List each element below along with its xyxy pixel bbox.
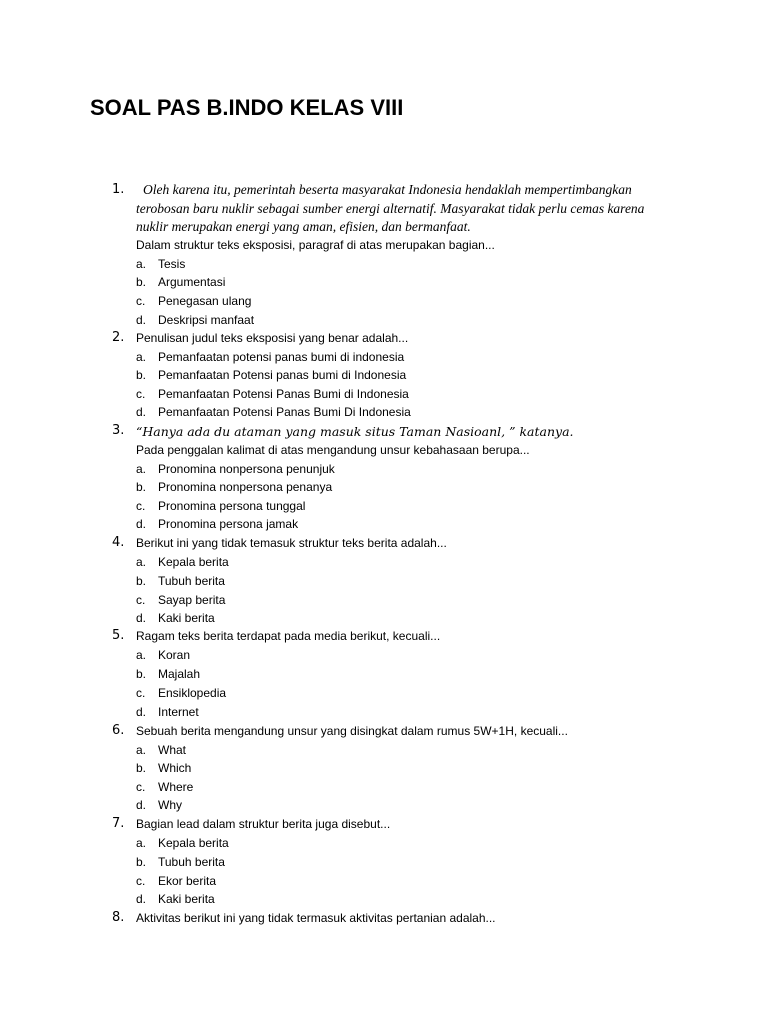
option-letter: a. — [136, 462, 147, 476]
option-letter: a. — [136, 257, 147, 271]
answer-option[interactable] — [136, 666, 200, 683]
answer-option[interactable] — [136, 312, 254, 329]
answer-option[interactable] — [136, 498, 305, 515]
answer-option[interactable] — [136, 367, 406, 384]
option-text: Pronomina nonpersona penanya — [158, 480, 333, 494]
question-number: 1. — [112, 182, 125, 197]
option-letter: b. — [136, 667, 147, 681]
option-text: Ensiklopedia — [158, 686, 227, 700]
option-text: Pronomina nonpersona penunjuk — [158, 462, 335, 476]
option-text: Penegasan ulang — [158, 294, 252, 308]
option-letter: c. — [136, 874, 146, 888]
option-letter: d. — [136, 705, 147, 719]
option-text: What — [158, 743, 187, 757]
option-text: Tubuh berita — [158, 574, 225, 588]
answer-option[interactable] — [136, 256, 185, 273]
question-prompt: Sebuah berita mengandung unsur yang disingkat dalam rumus 5W+1H, kecuali... — [136, 724, 568, 738]
answer-option[interactable] — [136, 461, 335, 478]
option-letter: a. — [136, 743, 147, 757]
option-text: Kaki berita — [158, 892, 215, 906]
answer-option[interactable] — [136, 293, 251, 310]
option-text: Tubuh berita — [158, 855, 225, 869]
option-text: Pemanfaatan Potensi Panas Bumi di Indonesia — [158, 387, 409, 401]
answer-option[interactable] — [136, 647, 190, 664]
option-letter: b. — [136, 275, 147, 289]
option-letter: c. — [136, 294, 146, 308]
option-text: Pemanfaatan Potensi Panas Bumi Di Indonesia — [158, 405, 411, 419]
answer-option[interactable] — [136, 610, 215, 627]
question-number: 2. — [112, 330, 125, 345]
option-text: Tesis — [158, 257, 186, 271]
answer-option[interactable] — [136, 891, 215, 908]
option-letter: b. — [136, 368, 147, 382]
answer-option[interactable] — [136, 592, 225, 609]
option-text: Pronomina persona jamak — [158, 517, 299, 531]
option-text: Majalah — [158, 667, 201, 681]
answer-option[interactable] — [136, 386, 409, 403]
option-text: Koran — [158, 648, 191, 662]
answer-option[interactable] — [136, 554, 229, 571]
answer-option[interactable] — [136, 479, 332, 496]
option-text: Which — [158, 761, 192, 775]
answer-option[interactable] — [136, 835, 229, 852]
option-letter: d. — [136, 611, 147, 625]
question-number: 4. — [112, 535, 125, 550]
option-text: Where — [158, 780, 194, 794]
question-prompt: Penulisan judul teks eksposisi yang benar adalah... — [136, 331, 409, 345]
option-letter: d. — [136, 517, 147, 531]
question-number: 3. — [112, 423, 125, 438]
option-text: Kaki berita — [158, 611, 215, 625]
option-text: Kepala berita — [158, 836, 229, 850]
question-number: 6. — [112, 723, 125, 738]
answer-option[interactable] — [136, 704, 199, 721]
question-prompt: Aktivitas berikut ini yang tidak termasuk aktivitas pertanian adalah... — [136, 911, 496, 925]
option-letter: d. — [136, 313, 147, 327]
option-text: Pronomina persona tunggal — [158, 499, 306, 513]
option-text: Argumentasi — [158, 275, 226, 289]
answer-option[interactable] — [136, 685, 226, 702]
question-prompt: Bagian lead dalam struktur berita juga disebut... — [136, 817, 391, 831]
option-letter: c. — [136, 780, 146, 794]
answer-option[interactable] — [136, 573, 225, 590]
passage-line: Oleh karena itu, pemerintah beserta masyarakat Indonesia hendaklah mempertimbangkan — [143, 182, 632, 197]
option-letter: b. — [136, 480, 147, 494]
answer-option[interactable] — [136, 873, 216, 890]
option-letter: a. — [136, 648, 147, 662]
option-letter: c. — [136, 686, 146, 700]
answer-option[interactable] — [136, 760, 191, 777]
option-letter: c. — [136, 387, 146, 401]
passage-line: nuklir merupakan energi yang aman, efisien, dan bermanfaat. — [136, 219, 471, 234]
option-text: Pemanfaatan Potensi panas bumi di Indonesia — [158, 368, 407, 382]
option-letter: b. — [136, 855, 147, 869]
option-text: Ekor berita — [158, 874, 217, 888]
answer-option[interactable] — [136, 797, 182, 814]
option-letter: a. — [136, 836, 147, 850]
answer-option[interactable] — [136, 854, 225, 871]
question-number: 5. — [112, 628, 125, 643]
option-letter: a. — [136, 555, 147, 569]
answer-option[interactable] — [136, 404, 411, 421]
answer-option[interactable] — [136, 274, 225, 291]
option-letter: d. — [136, 405, 147, 419]
question-prompt: Berikut ini yang tidak temasuk struktur teks berita adalah... — [136, 536, 447, 550]
question-number: 8. — [112, 910, 125, 925]
question-number: 7. — [112, 816, 125, 831]
option-letter: b. — [136, 761, 147, 775]
answer-option[interactable] — [136, 516, 298, 533]
option-letter: d. — [136, 892, 147, 906]
option-letter: a. — [136, 350, 147, 364]
option-text: Why — [158, 798, 182, 812]
question-prompt: Pada penggalan kalimat di atas mengandung unsur kebahasaan berupa... — [136, 443, 530, 457]
option-letter: c. — [136, 593, 146, 607]
option-letter: b. — [136, 574, 147, 588]
answer-option[interactable] — [136, 349, 404, 366]
option-text: Internet — [158, 705, 199, 719]
option-text: Kepala berita — [158, 555, 229, 569]
option-letter: d. — [136, 798, 147, 812]
question-prompt: Dalam struktur teks eksposisi, paragraf di atas merupakan bagian... — [136, 238, 495, 252]
answer-option[interactable] — [136, 742, 186, 759]
question-prompt: Ragam teks berita terdapat pada media berikut, kecuali... — [136, 629, 441, 643]
option-letter: c. — [136, 499, 146, 513]
quote-text: “Hanya ada du ataman yang masuk situs Taman Nasioanl, ” katanya. — [136, 424, 574, 439]
page-title: SOAL PAS B.INDO KELAS VIII — [90, 95, 404, 120]
passage-line: terobosan baru nuklir sebagai sumber energi alternatif. Masyarakat tidak perlu cemas karena — [136, 201, 645, 216]
answer-option[interactable] — [136, 779, 193, 796]
option-text: Deskripsi manfaat — [158, 313, 255, 327]
option-text: Sayap berita — [158, 593, 226, 607]
option-text: Pemanfaatan potensi panas bumi di indonesia — [158, 350, 405, 364]
